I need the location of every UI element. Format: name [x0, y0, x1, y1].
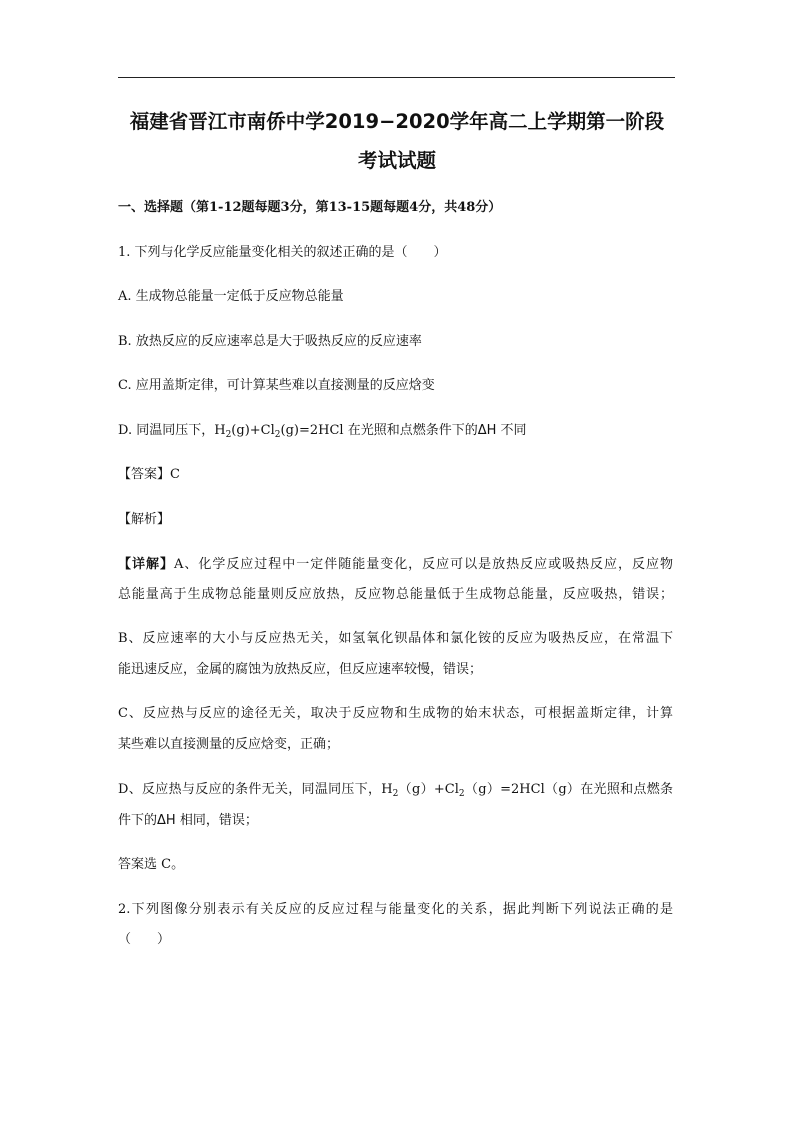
- question-2-stem-line-2: （ ）: [118, 932, 171, 947]
- answer-line: [118, 467, 180, 483]
- option-d-text-mid1: (g)+Cl: [231, 423, 275, 438]
- answer-value: C: [170, 467, 180, 482]
- detail-d-line-2-pre: 件下的: [118, 813, 158, 828]
- detail-b-line-1: B、反应速率的大小与反应热无关，如氢氧化钡晶体和氯化铵的反应为吸热反应，在常温下: [118, 631, 673, 646]
- detail-d-line-2-post: 相同，错误；: [175, 813, 258, 828]
- section-heading: 一、选择题（第1-12题每题3分，第13-15题每题4分，共48分）: [118, 200, 502, 215]
- question-1-option-a: A. 生成物总能量一定低于反应物总能量: [118, 289, 344, 304]
- question-1-option-d: [118, 423, 527, 443]
- option-d-delta-h: ΔH: [477, 423, 497, 438]
- question-1-option-b: B. 放热反应的反应速率总是大于吸热反应的反应速率: [118, 334, 422, 349]
- option-d-text-post: 不同: [496, 423, 527, 438]
- option-d-subscript-1: 2: [225, 430, 232, 440]
- option-d-text-mid2: (g)=2HCl 在光照和点燃条件下的: [280, 423, 478, 438]
- question-2-stem-line-1: 2.下列图像分别表示有关反应的反应过程与能量变化的关系，据此判断下列说法正确的是: [118, 902, 673, 917]
- detail-label: 【详解】: [118, 557, 174, 572]
- detail-d-text-post: （g）=2HCl（g）在光照和点燃条: [464, 782, 673, 797]
- detail-d-delta-h: ΔH: [157, 813, 176, 828]
- detail-a-line-2: 总能量高于生成物总能量则反应放热，反应物总能量低于生成物总能量，反应吸热，错误；: [118, 587, 673, 602]
- detail-d-subscript-2: 2: [458, 789, 465, 799]
- detail-c-line-2: 某些难以直接测量的反应焓变，正确；: [118, 737, 340, 752]
- detail-a-line-1: [118, 557, 673, 573]
- header-rule: [118, 77, 675, 78]
- option-d-text-pre: D. 同温同压下，H: [118, 423, 226, 438]
- detail-d-line-2: [118, 813, 258, 829]
- detail-d-line-1: [118, 782, 673, 802]
- detail-a-line-1-text: A、化学反应过程中一定伴随能量变化，反应可以是放热反应或吸热反应，反应物: [173, 557, 673, 572]
- detail-d-text-mid1: （g）+Cl: [398, 782, 459, 797]
- document-title-line-1: 福建省晋江市南侨中学2019−2020学年高二上学期第一阶段: [129, 110, 665, 133]
- question-1-option-c: C. 应用盖斯定律，可计算某些难以直接测量的反应焓变: [118, 378, 435, 393]
- answer-label: 【答案】: [118, 467, 171, 482]
- option-d-subscript-2: 2: [274, 430, 281, 440]
- analysis-label: 【解析】: [118, 512, 171, 527]
- document-title-line-2: 考试试题: [357, 149, 436, 172]
- detail-b-line-2: 能迅速反应，金属的腐蚀为放热反应，但反应速率较慢，错误；: [118, 662, 483, 677]
- question-1-stem: 1. 下列与化学反应能量变化相关的叙述正确的是（ ）: [118, 245, 447, 260]
- detail-d-text-pre: D、反应热与反应的条件无关，同温同压下，H: [118, 782, 393, 797]
- detail-d-subscript-1: 2: [392, 789, 399, 799]
- answer-conclusion: 答案选 C。: [118, 857, 185, 872]
- detail-c-line-1: C、反应热与反应的途径无关，取决于反应物和生成物的始末状态，可根据盖斯定律，计算: [118, 706, 673, 721]
